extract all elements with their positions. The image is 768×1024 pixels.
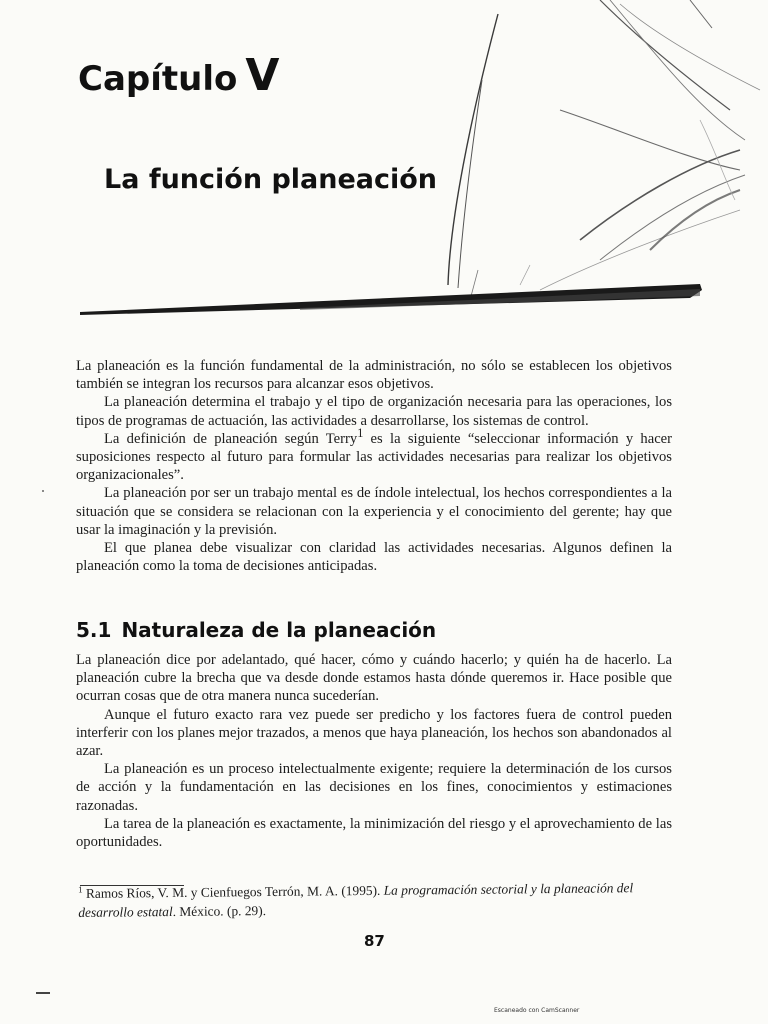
section-heading <box>76 618 436 642</box>
scan-edge-mark <box>36 992 50 994</box>
section-number: 5.1 <box>76 618 112 642</box>
intro-paragraph-1: La planeación es la función fundamental de la administración, no sólo se establecen los objetivos también se integran los recursos para alcanzar esos objetivos. <box>76 358 672 393</box>
intro-paragraph-2: La planeación determina el trabajo y el tipo de organización necesaria para las operaciones, los tipos de programas de actuación, las actividades a desarrollarse, los sistemas de control. <box>76 394 672 429</box>
intro-paragraph-4: La planeación por ser un trabajo mental es de índole intelectual, los hechos correspondientes a la situación que se considera se relacionan con la experiencia y el conocimiento del gerente; hay que usar la imaginación y la previsión. <box>76 485 672 538</box>
chapter-number: V <box>245 50 280 101</box>
terry-definition-quote: es la siguiente “seleccionar información y hacer suposiciones respecto al futuro para formular las actividades necesarias para realizar los objetivos organizacionales”. <box>76 430 673 484</box>
footnote-marker: 1 <box>78 884 83 895</box>
section-title: Naturaleza de la planeación <box>121 618 437 642</box>
intro-paragraph-5: El que planea debe visualizar con claridad las actividades necesarias. Algunos definen la planeación como la toma de decisiones anticipadas. <box>76 540 672 575</box>
chapter-label <box>78 50 279 101</box>
footnote-reference: 1 <box>357 425 364 440</box>
intro-text <box>76 357 672 575</box>
intro-paragraph-3 <box>76 425 673 485</box>
scanner-watermark: Escaneado con CamScanner <box>494 1007 580 1014</box>
scan-dust-dot <box>42 490 44 492</box>
section-paragraph-4: La tarea de la planeación es exactamente, la minimización del riesgo y el aprovechamiento de las oportunidades. <box>76 815 672 851</box>
section-text <box>76 651 672 851</box>
chapter-title: La función planeación <box>104 164 438 195</box>
section-paragraph-2: Aunque el futuro exacto rara vez puede ser predicho y los factores fuera de control pueden interferir con los planes mejor trazados, a menos que haya planeación, los hechos son abandonados al azar. <box>76 706 672 760</box>
chapter-label-word: Capítulo <box>78 59 238 99</box>
footnote-book-title: La programación sectorial y la planeación del desarrollo estatal <box>78 880 634 920</box>
terry-definition-lead: La definición de planeación según Terry <box>104 430 358 447</box>
footnote <box>78 878 678 922</box>
page-number: 87 <box>364 932 385 950</box>
section-paragraph-1: La planeación dice por adelantado, qué hacer, cómo y cuándo hacerlo; y quién ha de hacerlo. La planeación cubre la brecha que va desde donde estamos hasta dónde queremos ir. Hace posible que ocurran cosas que de otra manera nunca sucederían. <box>76 652 672 705</box>
section-paragraph-3: La planeación es un proceso intelectualmente exigente; requiere la determinación de los cursos de acción y la fundamentación en las decisiones en los fines, conocimientos y estimaciones razonadas. <box>76 761 672 814</box>
footnote-authors: Ramos Ríos, V. M. y Cienfuegos Terrón, M. A. (1995). <box>85 882 384 901</box>
footnote-publisher: . México. (p. 29). <box>172 903 267 920</box>
